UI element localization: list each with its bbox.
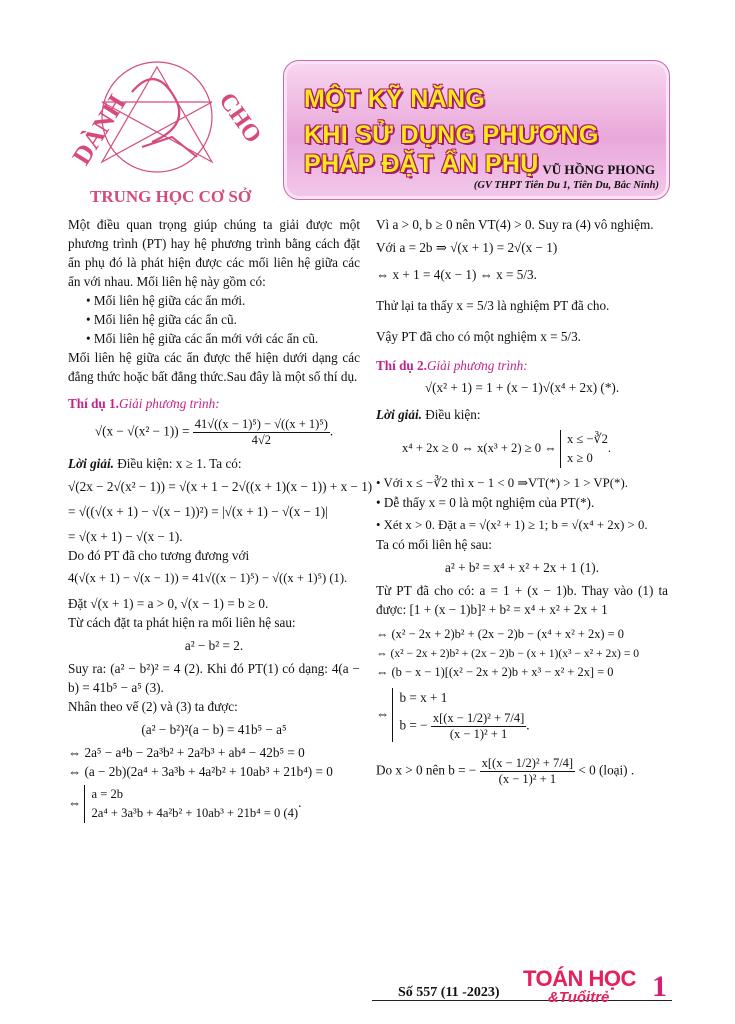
sol2-line-7: • Với x ≤ −∛2 thì x − 1 < 0 ⇒VT(*) > 1 > VP(*). <box>376 476 628 490</box>
sol1-line-7: Từ cách đặt ta phát hiện ra mối liên hệ sau: <box>68 615 296 630</box>
title-line-1: MỘT KỸ NĂNG <box>304 85 486 113</box>
sol1-case-b: 2a⁴ + 3a³b + 4a²b² + 10ab³ + 21b⁴ = 0 (4) <box>91 806 299 820</box>
example-2-label: Thí dụ 2. <box>376 358 427 373</box>
left-column <box>68 215 373 823</box>
for-middle-school-logo <box>62 52 277 212</box>
bullet-2: • Mối liên hệ giữa các ẩn cũ. <box>86 312 237 327</box>
sol2-condition-expr: x⁴ + 2x ≥ 0 ⇔ x(x³ + 2) ≥ 0 ⇔ <box>402 440 557 455</box>
example-1-heading <box>68 394 360 413</box>
sol1-line-9: Suy ra: (a² − b²)² = 4 (2). Khi đó PT(1) có dạng: 4(a − b) = 41b⁵ − a⁵ (3). <box>68 661 360 695</box>
author-affiliation: (GV THPT Tiên Du 1, Tiên Du, Bắc Ninh) <box>473 180 659 191</box>
bullet-3: • Mối liên hệ giữa các ẩn mới với các ẩn cũ. <box>86 331 319 346</box>
solution-1-label: Lời giải. <box>68 456 114 471</box>
bullet-1: • Mối liên hệ giữa các ẩn mới. <box>86 293 246 308</box>
example-1-task: Giải phương trình: <box>118 396 220 411</box>
solution-2-heading <box>376 405 668 424</box>
sol1-line-5: 4(√(x + 1) − √(x − 1)) = 41√((x − 1)⁵) − √((x + 1)⁵) (1). <box>68 571 348 585</box>
issue-number: Số 557 (11 -2023) <box>398 985 500 1000</box>
sol2-case-b-num: x[(x − 1/2)² + 7/4] <box>432 711 525 725</box>
page-number: 1 <box>652 970 667 1003</box>
title-line-2: KHI SỬ DỤNG PHƯƠNG PHÁP ĐẶT ẨN PHỤ <box>304 121 599 178</box>
sol2-line-17-pre: Do x > 0 nên b = − <box>376 762 477 778</box>
author-name: VŨ HỒNG PHONG <box>542 162 655 177</box>
title-banner <box>283 60 670 200</box>
sol1-line-3: = √(x + 1) − √(x − 1). <box>68 529 183 544</box>
sol1-line-8: a² − b² = 2. <box>184 638 244 653</box>
sol2-case-b: b = − $\frac{\text{x[(x − 1/2)² + 7/4]}}{\text{(x − 1)² + 1}}$ . <box>399 711 530 741</box>
sol2-cond-b: x ≥ 0 <box>566 451 593 465</box>
logo-arc-left: DÀNH <box>66 89 132 170</box>
sol2-case-bracket <box>392 688 529 742</box>
sol2-condition-line: x⁴ + 2x ≥ 0 ⇔ x(x³ + 2) ≥ 0 ⇔ x ≤ −∛2 x ≥ 0 . <box>402 430 668 468</box>
sol2-line-17-fraction <box>480 756 575 787</box>
sol2-line-17-post: < 0 (loại) . <box>578 762 635 778</box>
sol2-line-14: ⇔ (x² − 2x + 2)b² + (2x − 2)b − (x + 1)(x³ − x² + 2x) = 0 <box>376 647 640 660</box>
sol2-case-b-den: (x − 1)² + 1 <box>449 727 508 741</box>
sol2-line-12: Từ PT đã cho có: a = 1 + (x − 1)b. Thay vào (1) ta được: [1 + (x − 1)b]² + b² = x⁴ + x² + 2x + 1 <box>376 583 668 617</box>
sol1-line-13: ⇔ (a − 2b)(2a⁴ + 3a³b + 4a²b² + 10ab³ + 21b⁴) = 0 <box>68 764 333 779</box>
sol1-cont-5: Vậy PT đã cho có một nghiệm x = 5/3. <box>376 329 581 344</box>
logo-arc-right: CHO <box>213 88 267 148</box>
sol2-case-b-fraction <box>431 711 526 742</box>
solution-1-heading <box>68 454 360 473</box>
sol2-line-8: • Dễ thấy x = 0 là một nghiệm của PT(*). <box>376 495 595 510</box>
magazine-logo-bottom: &Tuổitrẻ <box>548 989 610 1006</box>
ex1-denominator: 4√2 <box>251 433 271 447</box>
example-2-equation: √(x² + 1) = 1 + (x − 1)√(x⁴ + 2x) (*). <box>424 380 620 395</box>
example-2-task: Giải phương trình: <box>426 358 528 373</box>
sol2-line-13: ⇔ (x² − 2x + 2)b² + (2x − 2)b − (x⁴ + x² + 2x) = 0 <box>376 627 624 641</box>
sol1-line-4: Do đó PT đã cho tương đương với <box>68 548 250 563</box>
sol1-line-10: Nhân theo vế (2) và (3) ta được: <box>68 699 238 714</box>
sol2-case-a: b = x + 1 <box>399 690 448 705</box>
solution-1-condition: Điều kiện: x ≥ 1. Ta có: <box>117 456 242 471</box>
sol2-cond-a: x ≤ −∛2 <box>566 432 608 446</box>
sol2-line-11: a² + b² = x⁴ + x² + 2x + 1 (1). <box>444 560 599 575</box>
example-1-label: Thí dụ 1. <box>68 396 119 411</box>
sol1-case-bracket <box>84 785 298 823</box>
intro-paragraph-2: Mối liên hệ giữa các ẩn được thể hiện dưới dạng các đẳng thức hoặc bất đẳng thức.Sau đây là một số thí dụ. <box>68 350 360 384</box>
sol1-cont-4: Thử lại ta thấy x = 5/3 là nghiệm PT đã cho. <box>376 298 610 313</box>
solution-2-label: Lời giải. <box>376 407 422 422</box>
sol2-line-17-num: x[(x − 1/2)² + 7/4] <box>481 756 574 770</box>
example-1-equation: √(x − √(x² − 1)) = $\frac{\text{41√((x − 1)⁵) − √((x + 1)⁵)}}{4√2}$ . <box>94 417 334 447</box>
intro-paragraph: Một điều quan trọng giúp chúng ta giải được một phương trình (PT) hay hệ phương trình bằng cách đặt ẩn phụ đó là phát hiện được các mối liên hệ giữa các ẩn với nhau. Mối liên hệ này gồm có: <box>68 217 360 289</box>
sol1-line-6: Đặt √(x + 1) = a > 0, √(x − 1) = b ≥ 0. <box>68 596 269 611</box>
sol2-line-9: • Xét x > 0. Đặt a = √(x² + 1) ≥ 1; b = √(x⁴ + 2x) > 0. <box>376 518 648 532</box>
ex1-numerator: 41√((x − 1)⁵) − √((x + 1)⁵) <box>194 417 328 431</box>
sol2-line-17 <box>376 756 668 787</box>
ex1-fraction <box>193 417 330 448</box>
sol1-cont-3: ⇔ x + 1 = 4(x − 1) ⇔ x = 5/3. <box>376 267 537 282</box>
sol1-cont-2: Với a = 2b ⇒ √(x + 1) = 2√(x − 1) <box>376 240 558 255</box>
logo-bottom-text: TRUNG HỌC CƠ SỞ <box>90 187 252 206</box>
sol1-case-a: a = 2b <box>91 787 124 801</box>
right-column <box>376 215 668 787</box>
ex1-lhs: √(x − √(x² − 1)) <box>94 423 179 439</box>
sol1-line-2: = √((√(x + 1) − √(x − 1))²) = |√(x + 1) − √(x − 1)| <box>68 504 328 519</box>
solution-2-condition: Điều kiện: <box>425 407 481 422</box>
sol2-line-17-den: (x − 1)² + 1 <box>498 772 557 786</box>
sol1-cont-1: Vì a > 0, b ≥ 0 nên VT(4) > 0. Suy ra (4) vô nghiệm. <box>376 217 654 232</box>
sol1-line-11: (a² − b²)²(a − b) = 41b⁵ − a⁵ <box>141 722 287 737</box>
sol1-line-12: ⇔ 2a⁵ − a⁴b − 2a³b² + 2a²b³ + ab⁴ − 42b⁵ = 0 <box>68 745 305 760</box>
sol2-line-16: ⇔ b = x + 1 b = − $\frac{\text{x[(x − 1/2)² + 7/4]}}{\text{(x − 1)² + 1}}$ . <box>376 690 530 741</box>
sol1-line-14: ⇔ a = 2b 2a⁴ + 3a³b + 4a²b² + 10ab³ + 21b⁴ = 0 (4) . <box>68 785 360 823</box>
sol2-condition-bracket <box>560 430 608 468</box>
sol1-line-1: √(2x − 2√(x² − 1)) = √(x + 1 − 2√((x + 1)(x − 1)) + x − 1) <box>68 479 373 494</box>
sol2-line-10: Ta có mối liên hệ sau: <box>376 537 492 552</box>
example-2-heading <box>376 356 668 375</box>
magazine-logo-top: TOÁN HỌC <box>523 966 636 991</box>
sol2-line-15: ⇔ (b − x − 1)[(x² − 2x + 2)b + x³ − x² + 2x] = 0 <box>376 665 614 679</box>
